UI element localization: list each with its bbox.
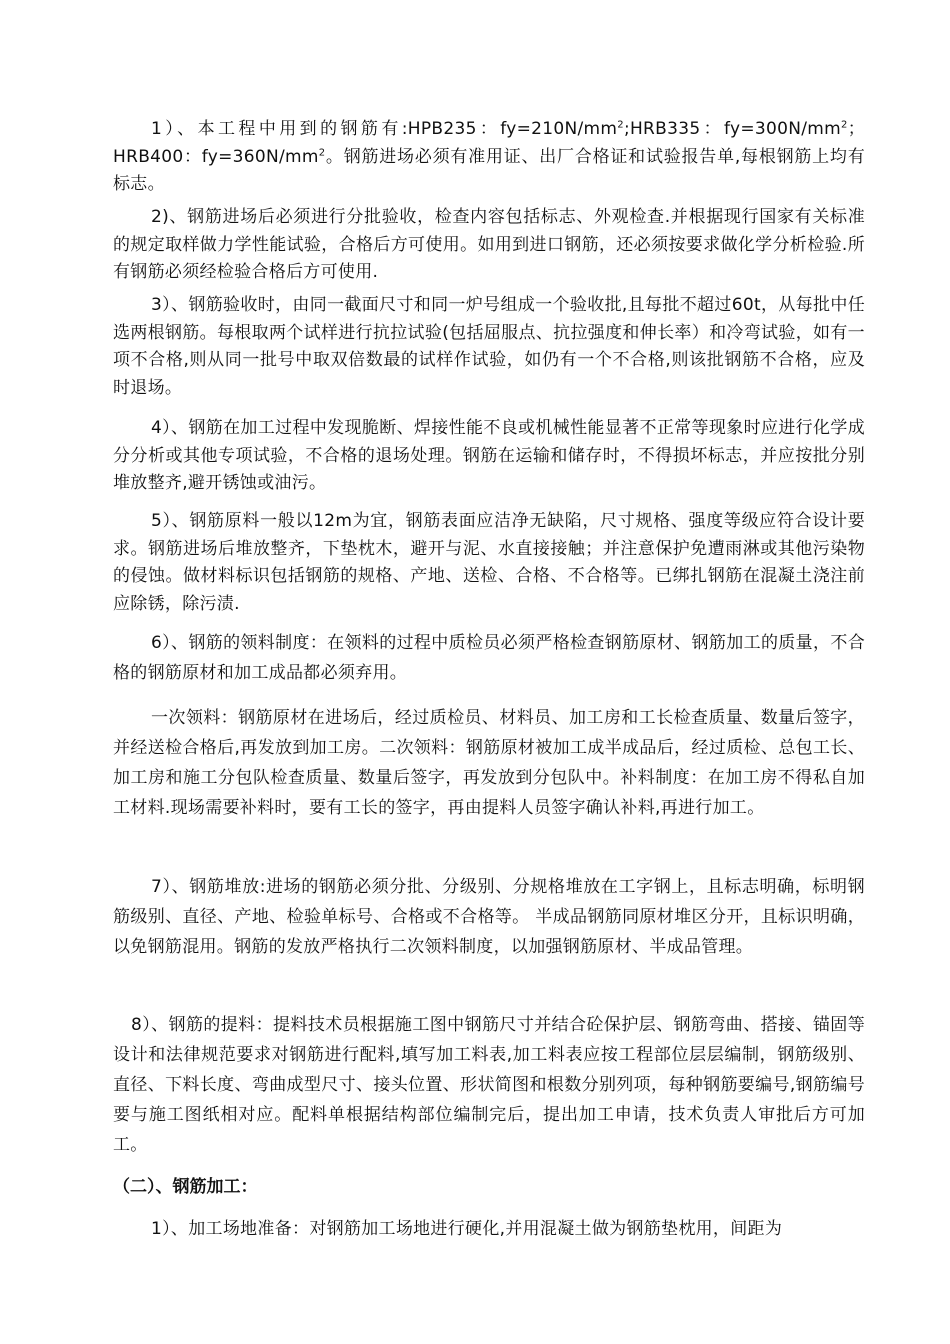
paragraph-acceptance-batch: 3）、钢筋验收时，由同一截面尺寸和同一炉号组成一个验收批,且每批不超过60t，从每批中任选两根钢筋。每根取两个试样进行抗拉试验(包括屈服点、抗拉强度和伸长率）和冷弯试验，如有一项不合格,则从同一批号中取双倍数最的试样作试验，如仍有一个不合格,则该批钢筋不合格，应及时退场。 <box>113 295 865 398</box>
rebar-grades-text-d: 。钢筋进场必须有准用证、出厂合格证和试验报告单,每根钢筋上均有标志。 <box>113 146 866 194</box>
superscript-2: 2 <box>318 146 326 158</box>
paragraph-raw-material: 5）、钢筋原料一般以12m为宜，钢筋表面应洁净无缺陷，尺寸规格、强度等级应符合设计要求。钢筋进场后堆放整齐，下垫枕木，避开与泥、水直接接触；并注意保护免遭雨淋或其他污染物的侵蚀。做材料标识包括钢筋的规格、产地、送检、合格、不合格等。已绑扎钢筋在混凝土浇注前应除锈，除污渍. <box>113 511 865 614</box>
paragraph-site-preparation: 1）、加工场地准备：对钢筋加工场地进行硬化,并用混凝土做为钢筋垫枕用，间距为 <box>151 1219 783 1239</box>
rebar-grades-text-a: 1）、本工程中用到的钢筋有:HPB235：fy=210N/mm <box>151 119 618 139</box>
superscript-2: 2 <box>841 119 848 131</box>
paragraph-rebar-ordering: 8）、钢筋的提料：提料技术员根据施工图中钢筋尺寸并结合砼保护层、钢筋弯曲、搭接、锚固等设计和法律规范要求对钢筋进行配料,填写加工料表,加工料表应按工程部位层层编制，钢筋级别、直径、下料长度、弯曲成型尺寸、接头位置、形状简图和根数分别列项，每种钢筋要编号,钢筋编号要与施工图纸相对应。配料单根据结构部位编制完后，提出加工申请，技术负责人审批后方可加工。 <box>113 1015 865 1155</box>
paragraph-processing-defects: 4）、钢筋在加工过程中发现脆断、焊接性能不良或机械性能显著不正常等现象时应进行化学成分分析或其他专项试验，不合格的退场处理。钢筋在运输和储存时，不得损坏标志，并应按批分别堆放整齐,避开锈蚀或油污。 <box>113 418 865 493</box>
paragraph-requisition-process: 一次领料：钢筋原材在进场后，经过质检员、材料员、加工房和工长检查质量、数量后签字，并经送检合格后,再发放到加工房。二次领料：钢筋原材被加工成半成品后，经过质检、总包工长、加工房和施工分包队检查质量、数量后签字，再发放到分包队中。补料制度：在加工房不得私自加工材料.现场需要补料时，要有工长的签字，再由提料人员签字确认补料,再进行加工。 <box>113 708 865 818</box>
rebar-grades-text-c: ；HRB400：fy=360N/mm <box>113 119 865 167</box>
superscript-2: 2 <box>617 119 624 131</box>
paragraph-material-requisition: 6）、钢筋的领料制度：在领料的过程中质检员必须严格检查钢筋原材、钢筋加工的质量，不合格的钢筋原材和加工成品都必须弃用。 <box>113 633 865 683</box>
paragraph-acceptance-inspection: 2)、钢筋进场后必须进行分批验收，检查内容包括标志、外观检查.并根据现行国家有关标准的规定取样做力学性能试验，合格后方可使用。如用到进口钢筋，还必须按要求做化学分析检验.所有钢筋必须经检验合格后方可使用. <box>113 207 865 282</box>
paragraph-rebar-stacking: 7）、钢筋堆放:进场的钢筋必须分批、分级别、分规格堆放在工字钢上，且标志明确，标明钢筋级别、直径、产地、检验单标号、合格或不合格等。 半成品钢筋同原材堆区分开，且标识明确，以免钢筋混用。钢筋的发放严格执行二次领料制度，以加强钢筋原材、半成品管理。 <box>113 877 865 957</box>
paragraph-rebar-grades <box>113 116 865 199</box>
section-heading-rebar-processing: （二）、钢筋加工： <box>113 1177 258 1197</box>
rebar-grades-text-b: ;HRB335：fy=300N/mm <box>623 119 842 139</box>
